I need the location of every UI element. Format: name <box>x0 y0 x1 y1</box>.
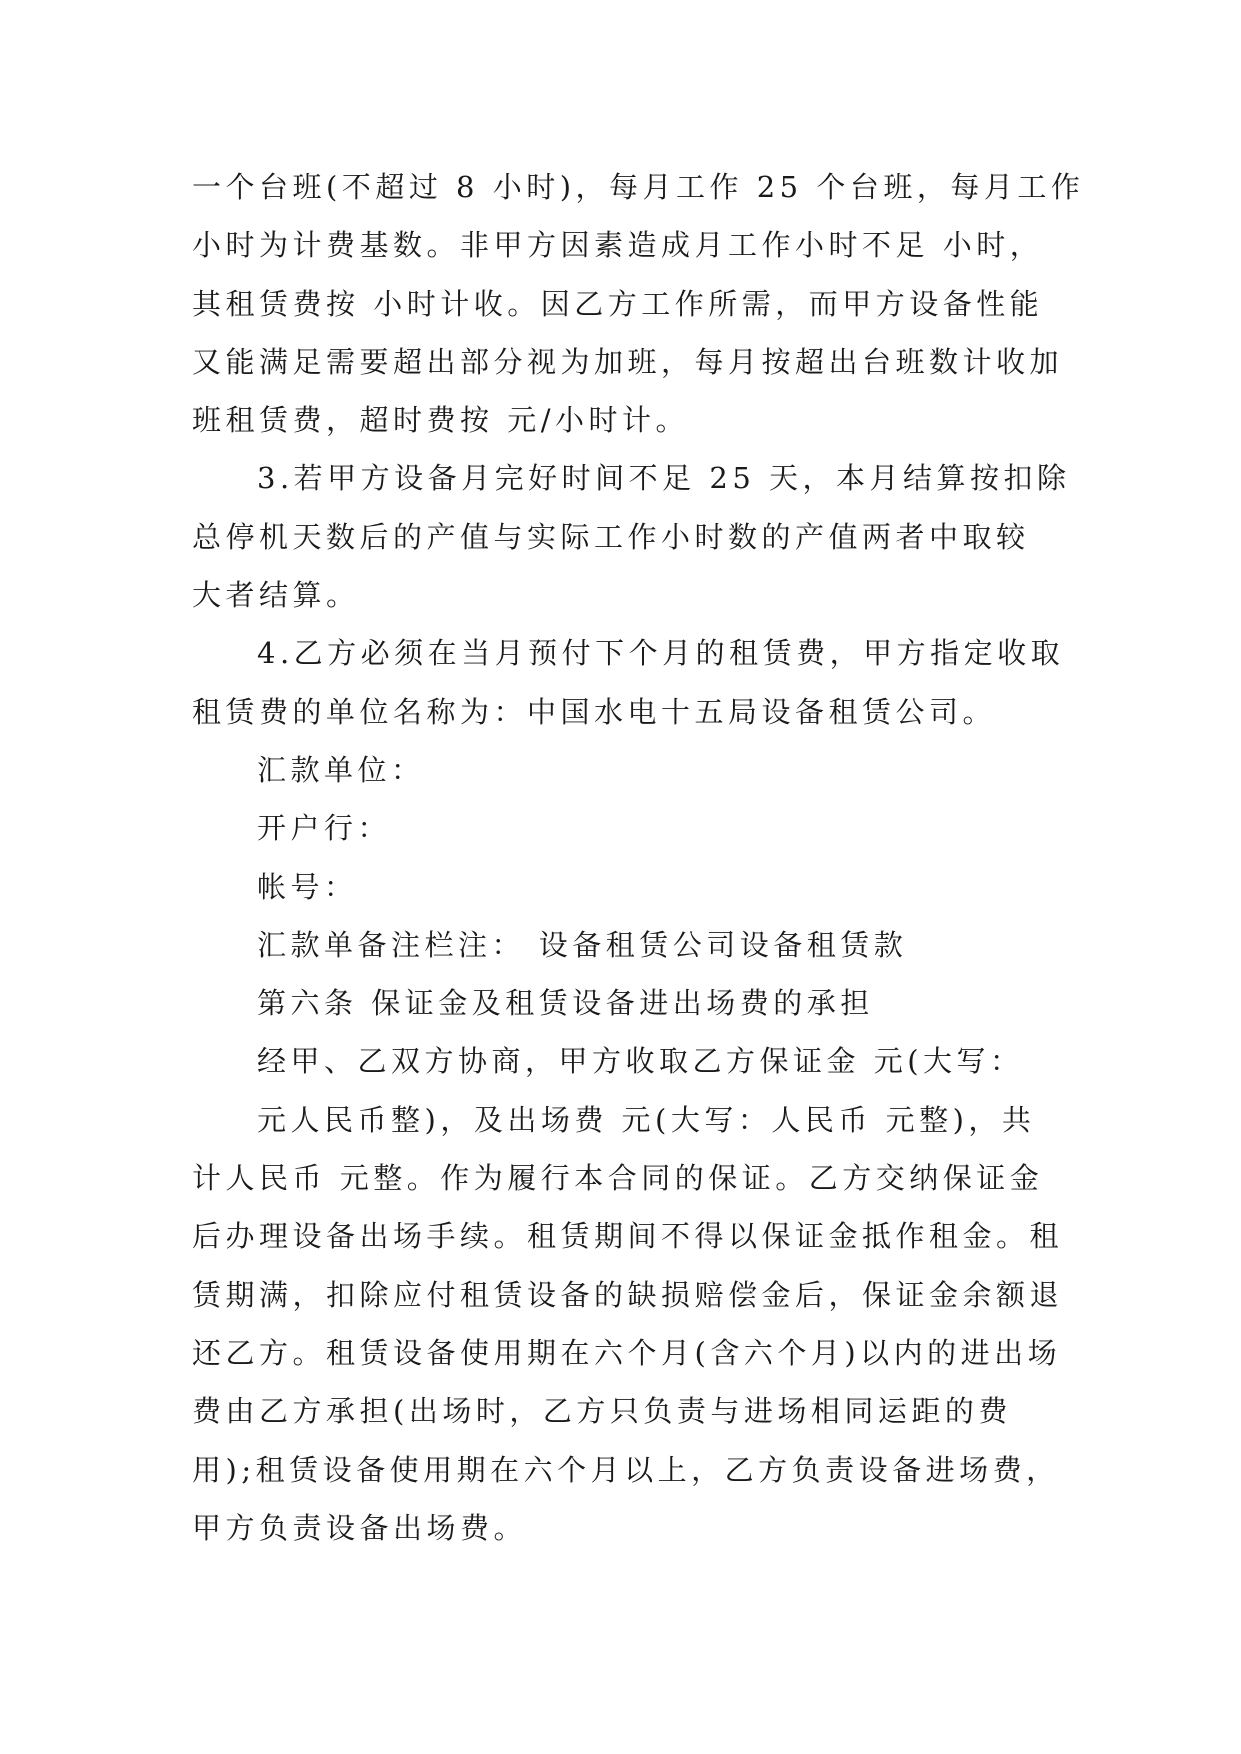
remittance-unit-label: 汇款单位： <box>257 752 425 787</box>
text-line: 元人民币整)，及出场费 元(大写：人民币 元整)，共 <box>257 1102 1036 1137</box>
text-line: 一个台班(不超过 8 小时)，每月工作 25 个台班，每月工作 <box>192 170 1085 204</box>
text-line: 后办理设备出场手续。租赁期间不得以保证金抵作租金。租 <box>192 1219 1064 1254</box>
text-line: 小时为计费基数。非甲方因素造成月工作小时不足 小时， <box>192 228 1044 263</box>
bank-label: 开户行： <box>257 811 392 846</box>
text-line: 计人民币 元整。作为履行本合同的保证。乙方交纳保证金 <box>192 1161 1044 1196</box>
text-line: 赁期满，扣除应付租赁设备的缺损赔偿金后，保证金余额退 <box>192 1277 1064 1312</box>
article-6-heading: 第六条 保证金及租赁设备进出场费的承担 <box>257 986 874 1021</box>
document-body <box>192 158 1085 1557</box>
text-line: 班租赁费，超时费按 元/小时计。 <box>192 403 689 438</box>
text-line: 费由乙方承担(出场时，乙方只负责与进场相同运距的费 <box>192 1394 1012 1429</box>
remittance-note-line: 汇款单备注栏注： 设备租赁公司设备租赁款 <box>257 927 908 962</box>
clause-4-line: 4.乙方必须在当月预付下个月的租赁费，甲方指定收取 <box>257 636 1065 671</box>
text-line: 甲方负责设备出场费。 <box>192 1510 528 1545</box>
text-line: 用);租赁设备使用期在六个月以上，乙方负责设备进场费， <box>192 1452 1060 1487</box>
clause-3-line: 3.若甲方设备月完好时间不足 25 天，本月结算按扣除 <box>257 461 1071 496</box>
text-line: 又能满足需要超出部分视为加班，每月按超出台班数计收加 <box>192 344 1064 379</box>
text-line: 总停机天数后的产值与实际工作小时数的产值两者中取较 <box>192 519 1030 554</box>
text-line: 大者结算。 <box>192 578 360 613</box>
account-label: 帐号： <box>257 869 358 904</box>
text-line: 经甲、乙双方协商，甲方收取乙方保证金 元(大写： <box>257 1044 1024 1079</box>
text-line: 租赁费的单位名称为：中国水电十五局设备租赁公司。 <box>192 694 997 729</box>
text-line: 其租赁费按 小时计收。因乙方工作所需，而甲方设备性能 <box>192 286 1044 321</box>
text-line: 还乙方。租赁设备使用期在六个月(含六个月)以内的进出场 <box>192 1335 1062 1370</box>
